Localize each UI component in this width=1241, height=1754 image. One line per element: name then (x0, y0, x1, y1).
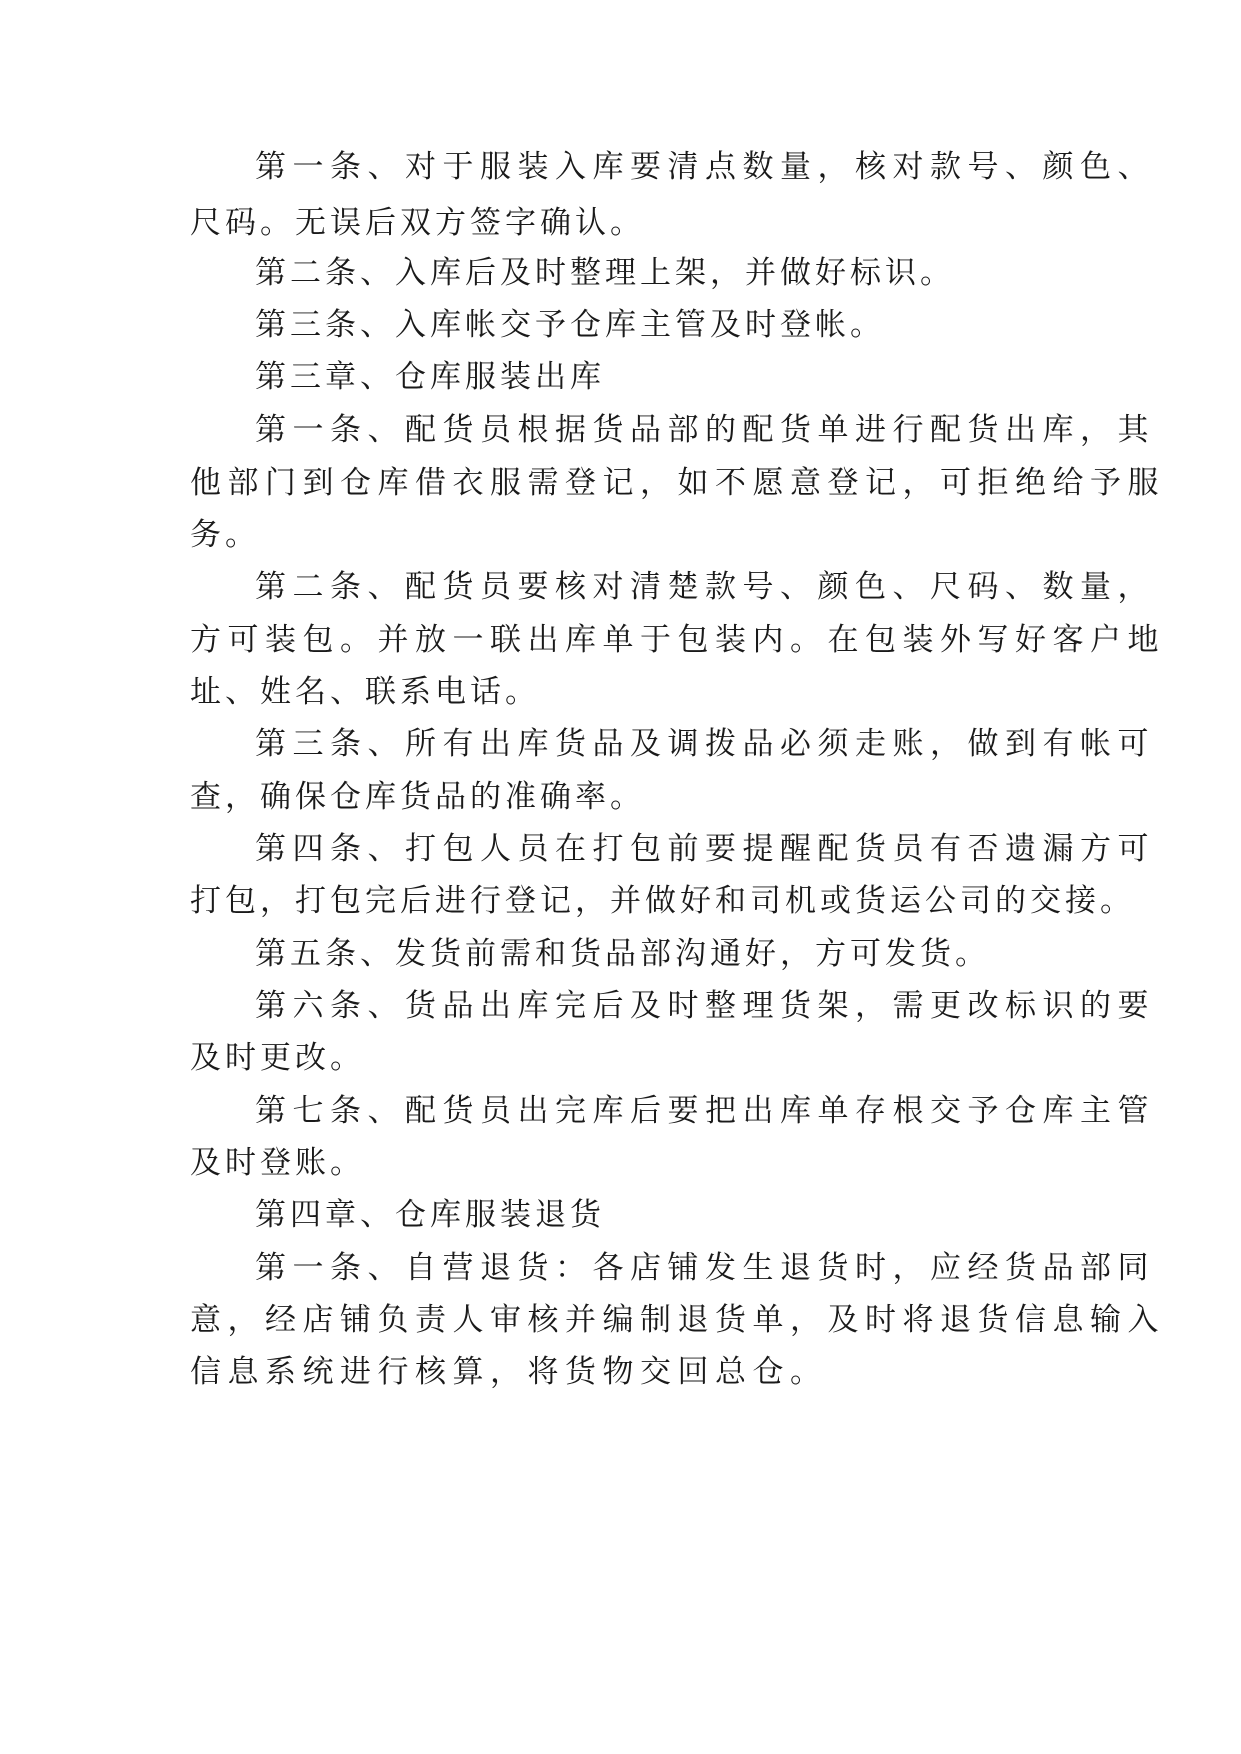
chapter-heading: 第四章、仓库服装退货 (255, 1197, 605, 1233)
text-line: 及时更改。 (190, 1040, 365, 1076)
text-line: 意，经店铺负责人审核并编制退货单，及时将退货信息输入 (190, 1302, 1165, 1338)
text-line: 第一条、自营退货：各店铺发生退货时，应经货品部同 (255, 1250, 1155, 1286)
text-line: 第三条、入库帐交予仓库主管及时登帐。 (255, 307, 885, 343)
text-line: 第五条、发货前需和货品部沟通好，方可发货。 (255, 936, 990, 972)
text-line: 查，确保仓库货品的准确率。 (190, 779, 645, 815)
text-line: 尺码。无误后双方签字确认。 (190, 205, 645, 241)
text-line: 第四条、打包人员在打包前要提醒配货员有否遗漏方可 (255, 831, 1155, 867)
text-line: 第七条、配货员出完库后要把出库单存根交予仓库主管 (255, 1093, 1155, 1129)
text-line: 第三条、所有出库货品及调拨品必须走账，做到有帐可 (255, 726, 1155, 762)
text-line: 信息系统进行核算，将货物交回总仓。 (190, 1354, 828, 1390)
text-line: 第二条、入库后及时整理上架，并做好标识。 (255, 255, 955, 291)
text-line: 第一条、对于服装入库要清点数量，核对款号、颜色、 (255, 149, 1155, 185)
text-line: 务。 (190, 517, 260, 553)
chapter-heading: 第三章、仓库服装出库 (255, 359, 605, 395)
text-line: 第六条、货品出库完后及时整理货架，需更改标识的要 (255, 988, 1155, 1024)
text-line: 第一条、配货员根据货品部的配货单进行配货出库，其 (255, 412, 1155, 448)
text-line: 第二条、配货员要核对清楚款号、颜色、尺码、数量， (255, 569, 1155, 605)
text-line: 址、姓名、联系电话。 (190, 674, 540, 710)
text-line: 打包，打包完后进行登记，并做好和司机或货运公司的交接。 (190, 883, 1135, 919)
text-line: 方可装包。并放一联出库单于包装内。在包装外写好客户地 (190, 622, 1165, 658)
text-line: 他部门到仓库借衣服需登记，如不愿意登记，可拒绝给予服 (190, 465, 1165, 501)
text-line: 及时登账。 (190, 1145, 365, 1181)
